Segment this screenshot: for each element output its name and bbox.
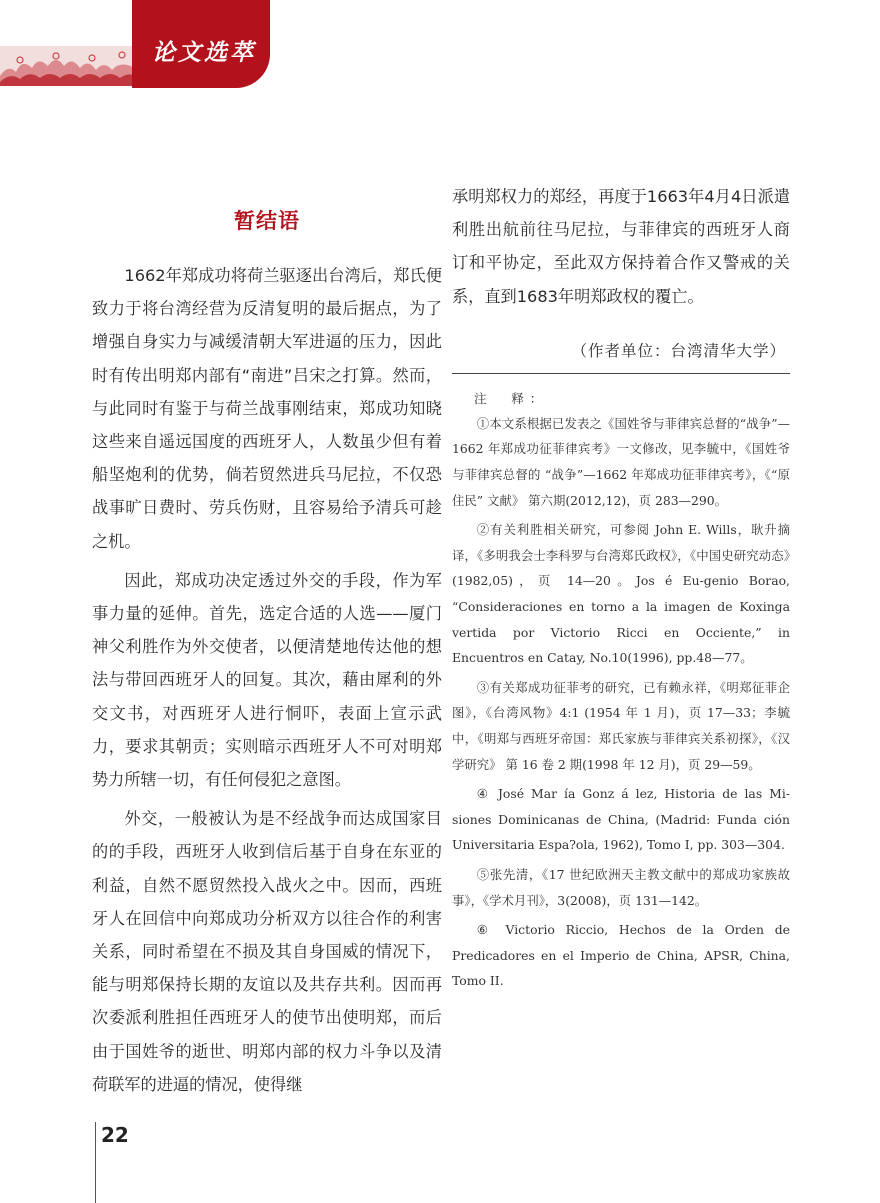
footnote: ⑤张先清，《17 世纪欧洲天主教文献中的郑成功家族故事》，《学术月刊》，3(2008)，页 131—142。 <box>452 866 790 908</box>
section-tab <box>132 0 270 88</box>
body-paragraph-continued: 承明郑权力的郑经，再度于1663年4月4日派遣利胜出航前往马尼拉，与菲律宾的西班牙人商订和平协定，至此双方保持着合作又警戒的关系，直到1683年明郑政权的覆亡。 <box>452 187 790 306</box>
body-paragraph: 1662年郑成功将荷兰驱逐出台湾后，郑氏便致力于将台湾经营为反清复明的最后据点，为了增强自身实力与减缓清朝大军进逼的压力，因此时有传出明郑内部有“南进”吕宋之打算。然而，与此同时有鉴于与荷兰战事刚结束，郑成功知晓这些来自遥远国度的西班牙人，人数虽少但有着船坚炮利的优势，倘若贸然进兵马尼拉，不仅恐战事旷日费时、劳兵伤财，且容易给予清兵可趁之机。 <box>92 266 442 551</box>
page-number-rule <box>95 1122 96 1203</box>
notes-heading: 注 释： <box>474 390 549 406</box>
wave-icon <box>0 46 135 86</box>
right-column <box>452 180 790 998</box>
footnote: ②有关利胜相关研究，可参阅 John E. Wills，耿升摘译，《多明我会士李科罗与台湾郑氏政权》，《中国史研究动态》(1982,05)，页 14—20。Jos é Eu-genio Borao, “Consideraciones en torno a la imagen de Koxinga vertida por Victorio Ricci en Occiente,” in Encuentros en Catay, No.10(1996), pp.48—77。 <box>452 522 790 666</box>
page-number: 22 <box>101 1123 129 1147</box>
header-band <box>0 0 270 88</box>
footnote: ④ José Mar ía Gonz á lez, Historia de las Mi-siones Dominicanas de China, (Madrid: Funda ción Universitaria Espa?ola, 1962), Tomo I, pp. 303—304. <box>452 786 790 853</box>
footnote: ⑥ Victorio Riccio, Hechos de la Orden de Predicadores en el Imperio de China, APSR, China, Tomo II. <box>452 922 790 989</box>
author-affiliation: （作者单位：台湾清华大学） <box>571 341 786 360</box>
left-column <box>92 205 442 1107</box>
body-paragraph: 因此，郑成功决定透过外交的手段，作为军事力量的延伸。首先，选定合适的人选——厦门神父利胜作为外交使者，以便清楚地传达他的想法与带回西班牙人的回复。其次，藉由犀利的外交文书，对西班牙人进行恫吓，表面上宣示武力，要求其朝贡；实则暗示西班牙人不可对明郑势力所辖一切，有任何侵犯之意图。 <box>92 570 442 790</box>
section-label: 论文选萃 <box>152 39 256 66</box>
divider <box>452 373 790 374</box>
footnote: ③有关郑成功征菲考的研究，已有赖永祥，《明郑征菲企图》，《台湾风物》4:1 (1954 年 1 月)，页 17—33；李毓中，《明郑与西班牙帝国：郑氏家族与菲律宾关系初探》，《汉学研究》 第 16 卷 2 期(1998 年 12 月)，页 29—59。 <box>452 679 790 772</box>
body-paragraph: 外交，一般被认为是不经战争而达成国家目的的手段，西班牙人收到信后基于自身在东亚的利益，自然不愿贸然投入战火之中。因而，西班牙人在回信中向郑成功分析双方以往合作的利害关系，同时希望在不损及其自身国威的情况下，能与明郑保持长期的友谊以及共存共利。因而再次委派利胜担任西班牙人的使节出使明郑，而后由于国姓爷的逝世、明郑内部的权力斗争以及清荷联军的进逼的情况，使得继 <box>92 809 442 1094</box>
footnote: ①本文系根据已发表之《国姓爷与菲律宾总督的“战争”—1662 年郑成功征菲律宾考》一文修改，见李毓中，《国姓爷与菲律宾总督的 “战争”—1662 年郑成功征菲律宾考》，《“原住民” 文献》 第六期(2012,12)，页 283—290。 <box>452 415 790 508</box>
section-title: 暂结语 <box>234 209 300 233</box>
